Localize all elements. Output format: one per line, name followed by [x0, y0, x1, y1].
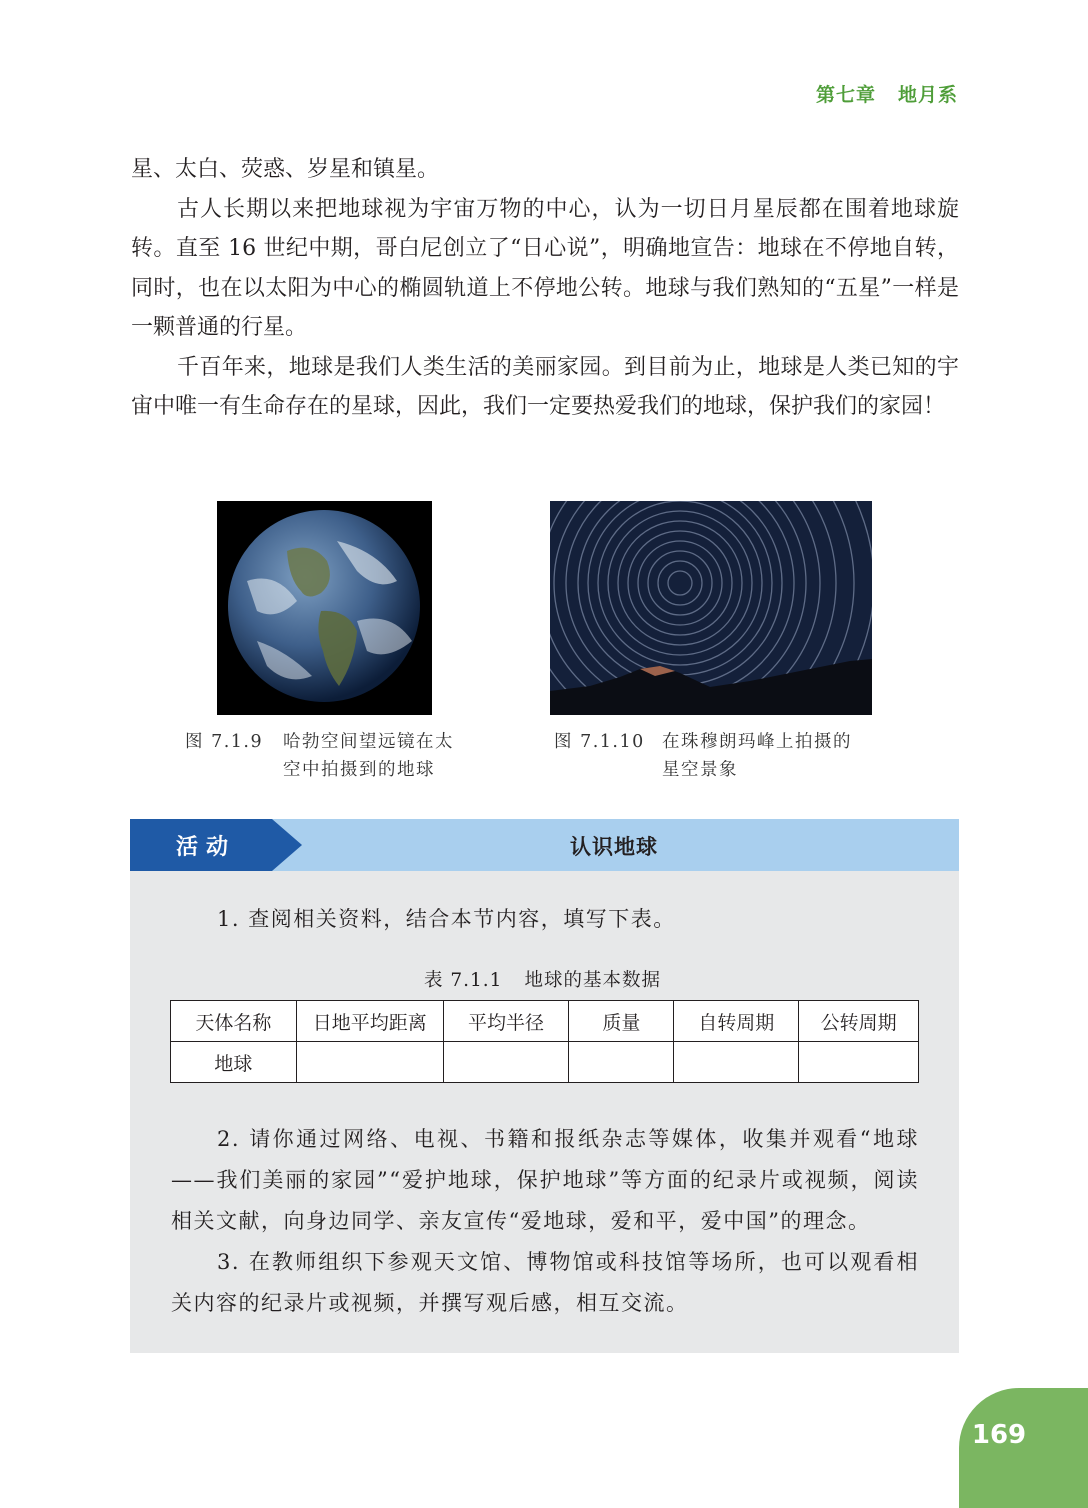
table-title: 地球的基本数据 — [524, 970, 661, 991]
figure-caption-earth — [185, 728, 454, 784]
table-cell-blank[interactable] — [674, 1042, 799, 1083]
paragraph-3: 千百年来，地球是我们人类生活的美丽家园。到目前为止，地球是人类已知的宇宙中唯一有生命存在的星球，因此，我们一定要热爱我们的地球，保护我们的家园！ — [131, 354, 959, 419]
page-number-tab — [959, 1388, 1088, 1508]
chapter-header — [816, 80, 958, 107]
table-header-cell: 日地平均距离 — [296, 1001, 443, 1042]
table-number: 表 7.1.1 — [424, 970, 503, 991]
figure-caption-line2: 星空景象 — [662, 760, 738, 780]
activity-item-1: 1. 查阅相关资料，结合本节内容，填写下表。 — [217, 907, 676, 931]
table-header-cell: 质量 — [569, 1001, 674, 1042]
earth-photo — [217, 501, 432, 715]
activity-box — [130, 819, 959, 1353]
activity-header-bar — [130, 819, 959, 871]
data-table — [170, 1000, 919, 1083]
figure-number: 图 7.1.9 — [185, 732, 264, 752]
table-header-cell: 公转周期 — [799, 1001, 919, 1042]
paragraph-1: 星、太白、荧惑、岁星和镇星。 — [131, 157, 440, 182]
table-header-row — [171, 1001, 919, 1042]
table-header-cell: 天体名称 — [171, 1001, 297, 1042]
star-trails-photo — [550, 501, 872, 715]
activity-items-2-3 — [171, 1119, 919, 1324]
table-header-cell: 平均半径 — [443, 1001, 569, 1042]
figure-caption-line1: 哈勃空间望远镜在太 — [283, 732, 454, 752]
paragraph-2: 古人长期以来把地球视为宇宙万物的中心，认为一切日月星辰都在围着地球旋转。直至 16 世纪中期，哥白尼创立了“日心说”，明确地宣告：地球在不停地自转，同时，也在以太阳为中心的椭圆轨道上不停地公转。地球与我们熟知的“五星”一样是一颗普通的行星。 — [131, 196, 959, 340]
chapter-number: 第七章 — [815, 84, 876, 106]
figure-number: 图 7.1.10 — [554, 732, 645, 752]
table-cell-blank[interactable] — [443, 1042, 569, 1083]
chapter-title: 地月系 — [897, 84, 958, 106]
figure-caption-stars — [554, 728, 852, 784]
table-row — [171, 1042, 919, 1083]
table-caption — [424, 966, 661, 992]
body-text — [131, 150, 959, 427]
table-cell: 地球 — [171, 1042, 297, 1083]
table-cell-blank[interactable] — [296, 1042, 443, 1083]
table-header-cell: 自转周期 — [674, 1001, 799, 1042]
activity-item-3: 3. 在教师组织下参观天文馆、博物馆或科技馆等场所，也可以观看相关内容的纪录片或视频，并撰写观后感，相互交流。 — [171, 1250, 919, 1315]
activity-item-2: 2. 请你通过网络、电视、书籍和报纸杂志等媒体，收集并观看“地球——我们美丽的家园”“爱护地球，保护地球”等方面的纪录片或视频，阅读相关文献，向身边同学、亲友宣传“爱地球，爱和平，爱中国”的理念。 — [171, 1127, 919, 1233]
page-number: 169 — [971, 1420, 1027, 1450]
activity-title: 认识地球 — [570, 835, 658, 859]
figure-caption-line2: 空中拍摄到的地球 — [283, 760, 435, 780]
activity-tag-label: 活动 — [176, 835, 237, 860]
figure-caption-line1: 在珠穆朗玛峰上拍摄的 — [662, 732, 852, 752]
table-cell-blank[interactable] — [799, 1042, 919, 1083]
table-cell-blank[interactable] — [569, 1042, 674, 1083]
activity-tag — [130, 819, 302, 871]
